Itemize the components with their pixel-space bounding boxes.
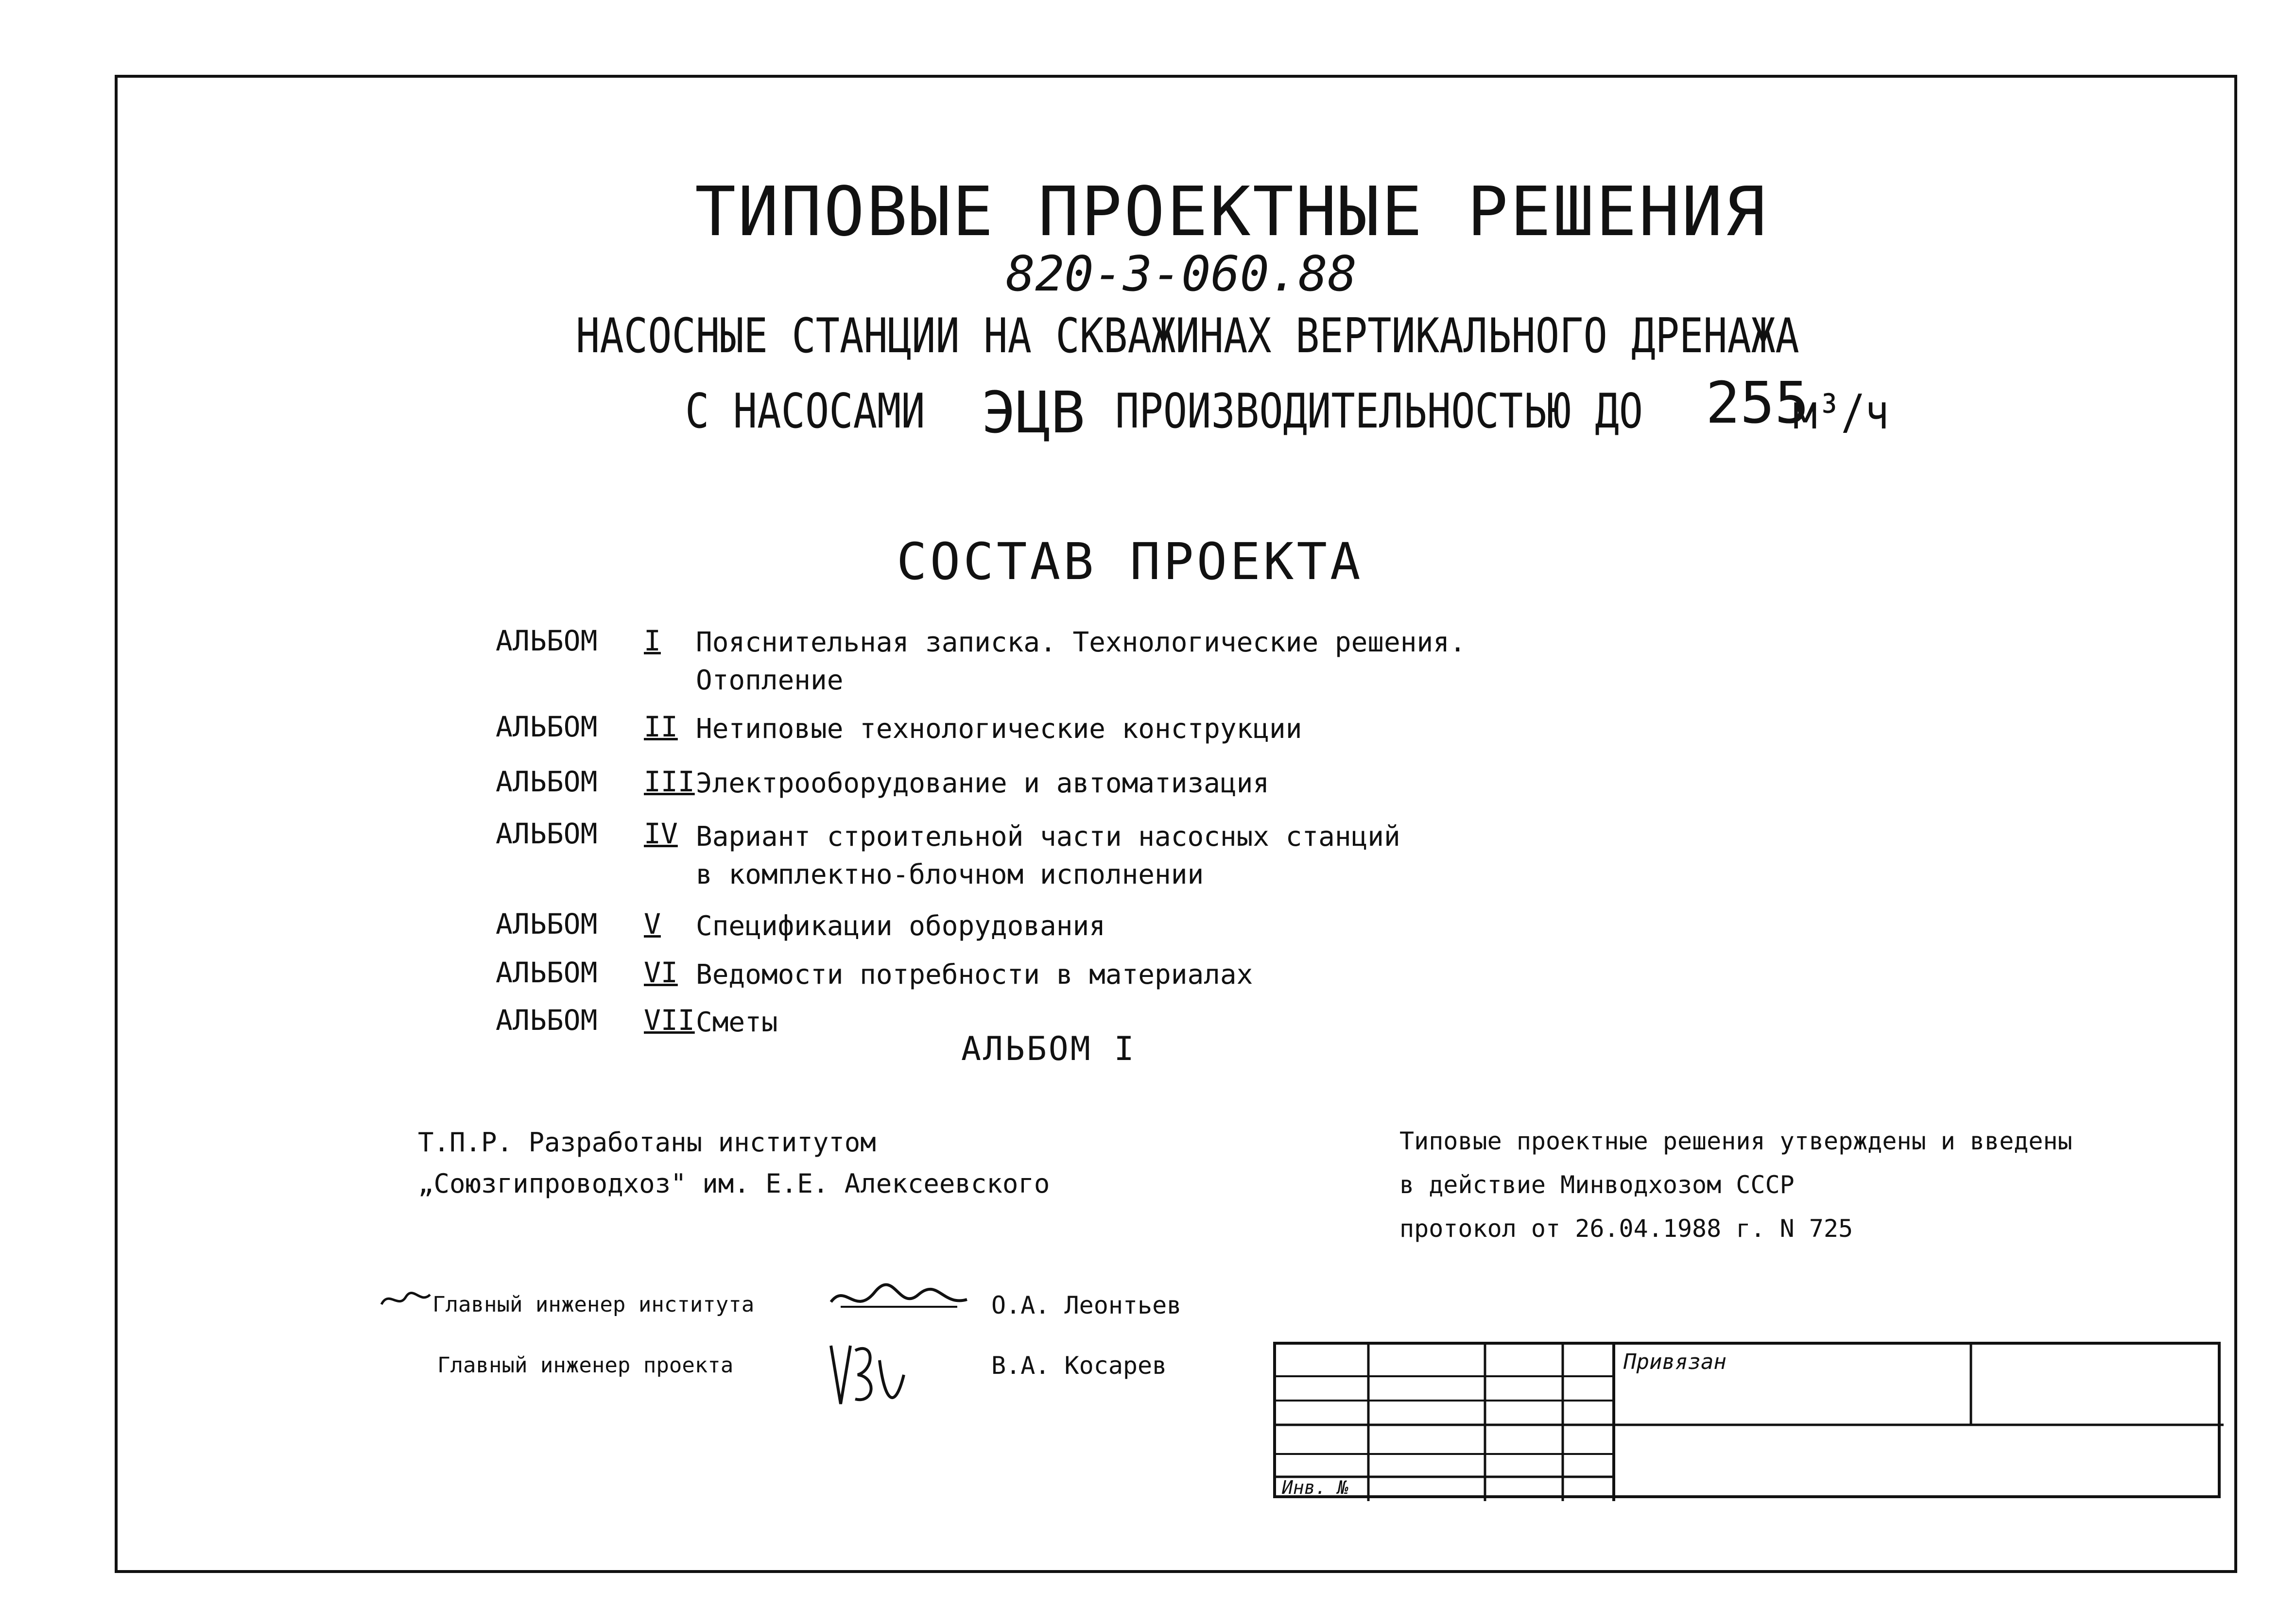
album-title: Нетиповые технологические конструкции (696, 713, 1302, 745)
subtitle-pump-type: ЭЦВ (982, 379, 1086, 446)
album-label: АЛЬБОМ (496, 907, 598, 940)
document-code: 820-3-060.88 (1006, 245, 1357, 302)
album-number: I (644, 624, 661, 657)
signature-name: О.А. Леонтьев (991, 1291, 1182, 1319)
signature-name: В.А. Косарев (991, 1351, 1167, 1380)
album-label: АЛЬБОМ (496, 1004, 598, 1037)
album-label: АЛЬБОМ (496, 624, 598, 657)
album-title: Сметы (696, 1007, 778, 1038)
stamp-inventory-label: Инв. № (1282, 1477, 1349, 1498)
stamp-attached-label: Привязан (1623, 1350, 1726, 1374)
document-subtitle: НАСОСНЫЕ СТАНЦИИ НА СКВАЖИНАХ ВЕРТИКАЛЬНОГО ДРЕНАЖА (576, 308, 1799, 364)
album-number: VI (644, 956, 678, 989)
developer-line-1: Т.П.Р. Разработаны институтом (418, 1127, 876, 1158)
signature-icon (826, 1273, 972, 1326)
approval-line-2: в действие Минводхозом СССР (1399, 1171, 1795, 1199)
album-number: VII (644, 1004, 695, 1037)
album-number: II (644, 710, 678, 743)
signature-mark-icon (379, 1285, 432, 1314)
signature-icon (821, 1331, 918, 1419)
album-label: АЛЬБОМ (496, 956, 598, 989)
approval-line-3: протокол от 26.04.1988 г. N 725 (1399, 1214, 1853, 1243)
album-label: АЛЬБОМ (496, 765, 598, 798)
album-title-cont: Отопление (696, 665, 844, 696)
subtitle-capacity-unit: м³/ч (1793, 385, 1889, 440)
album-label: АЛЬБОМ (496, 710, 598, 743)
album-title-cont: в комплектно-блочном исполнении (696, 859, 1204, 890)
album-title: Пояснительная записка. Технологические решения. (696, 627, 1466, 658)
album-title: Вариант строительной части насосных станций (696, 821, 1400, 853)
album-title: Спецификации оборудования (696, 910, 1105, 942)
album-label: АЛЬБОМ (496, 817, 598, 850)
album-number: III (644, 765, 695, 798)
section-title: СОСТАВ ПРОЕКТА (897, 532, 1364, 591)
current-album: АЛЬБОМ I (961, 1030, 1136, 1068)
subtitle-capacity-text: ПРОИЗВОДИТЕЛЬНОСТЬЮ ДО (1115, 384, 1643, 439)
album-number: V (644, 907, 661, 940)
stamp-grid (1276, 1345, 2224, 1501)
signature-role: Главный инженер проекта (437, 1353, 734, 1378)
developer-line-2: „Союзгипроводхоз" им. Е.Е. Алексеевского (418, 1168, 1050, 1199)
approval-line-1: Типовые проектные решения утверждены и введены (1399, 1127, 2072, 1155)
subtitle-pumps-prefix: С НАСОСАМИ (685, 384, 925, 439)
subtitle-capacity-value: 255 (1706, 369, 1810, 436)
album-number: IV (644, 817, 678, 850)
album-title: Ведомости потребности в материалах (696, 959, 1253, 991)
title-block-stamp (1273, 1342, 2221, 1498)
signature-role: Главный инженер института (432, 1292, 755, 1317)
album-title: Электрооборудование и автоматизация (696, 768, 1270, 799)
document-title: ТИПОВЫЕ ПРОЕКТНЫЕ РЕШЕНИЯ (695, 172, 1768, 252)
